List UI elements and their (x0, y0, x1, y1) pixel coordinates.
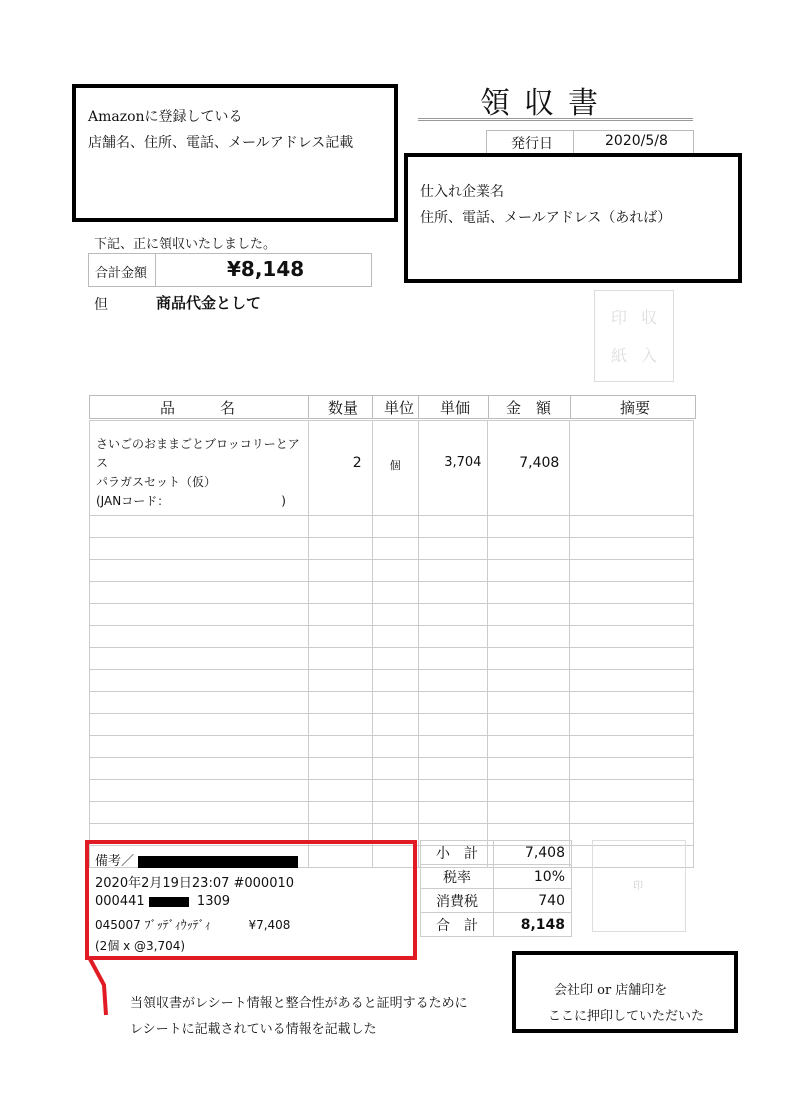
table-row (90, 560, 694, 582)
seal-char: 印 (633, 881, 643, 892)
redaction-bar (138, 856, 298, 868)
item-qty: 2 (352, 455, 362, 471)
header-name: 品 名 (160, 399, 236, 417)
header-qty: 数量 (328, 399, 359, 417)
table-row (90, 538, 694, 560)
seal-box-line-1: 会社印 or 店舗印を (554, 983, 668, 998)
memo-line-2: 2020年2月19日23:07 #000010 (95, 876, 295, 891)
buyer-line-1: 仕入れ企業名 (420, 184, 504, 200)
subtotal-value: 7,408 (494, 841, 572, 865)
item-unit: 個 (389, 459, 401, 472)
summary-table (420, 840, 572, 937)
table-row (421, 865, 572, 889)
seller-line-1: Amazonに登録している (88, 109, 243, 125)
proviso-label: 但 (94, 297, 108, 313)
stamp-char-3: 紙 (611, 346, 628, 365)
table-row (90, 626, 694, 648)
buyer-info-box (404, 153, 742, 283)
table-row (90, 421, 694, 516)
annotation-line-1: 当領収書がレシート情報と整合性があると証明するために (130, 996, 468, 1011)
grand-total-label: 合 計 (421, 913, 494, 937)
memo-line-3b: 1309 (196, 894, 231, 909)
item-amount: 7,408 (519, 455, 560, 471)
buyer-line-2: 住所、電話、メールアドレス（あれば） (420, 210, 672, 226)
issue-date-label: 発行日 (511, 136, 553, 152)
tax-rate-label: 税率 (421, 865, 494, 889)
title-underline (418, 118, 693, 121)
total-amount-box (88, 253, 372, 287)
seller-info-box (72, 84, 398, 222)
table-row (90, 582, 694, 604)
received-text: 下記、正に領収いたしました。 (94, 237, 277, 252)
memo-line-4a: 045007 ﾌﾞｯﾃﾞｨｳｯﾃﾞｨ (95, 918, 211, 932)
items-table-header (89, 395, 696, 419)
table-row (90, 758, 694, 780)
item-jan-end: ) (281, 494, 286, 508)
issue-date-value: 2020/5/8 (605, 133, 668, 149)
table-row (90, 736, 694, 758)
header-price: 単価 (440, 399, 471, 417)
issue-date-row (486, 130, 694, 154)
header-note: 摘要 (620, 399, 651, 417)
header-amount: 金 額 (506, 399, 552, 417)
redaction-bar (149, 897, 189, 907)
total-value: ¥8,148 (227, 257, 305, 281)
memo-line-5: (2個 x @3,704) (95, 939, 186, 953)
stamp-char-2: 収 (641, 308, 658, 327)
table-row (90, 516, 694, 538)
item-unit-price: 3,704 (444, 455, 482, 470)
tax-rate-value: 10% (494, 865, 572, 889)
proviso-value: 商品代金として (156, 294, 262, 312)
receipt-title: 領収書 (480, 86, 612, 121)
seller-line-2: 店舗名、住所、電話、メールアドレス記載 (88, 135, 354, 151)
subtotal-label: 小 計 (421, 841, 494, 865)
table-row (90, 692, 694, 714)
total-label: 合計金額 (95, 266, 148, 281)
item-name-line-2: パラガスセット（仮） (96, 475, 217, 489)
stamp-char-1: 印 (611, 308, 628, 327)
table-row (90, 714, 694, 736)
tax-value: 740 (494, 889, 572, 913)
item-name-line-1: さいごのおままごとブロッコリーとアス (96, 437, 300, 470)
items-table (89, 420, 694, 868)
table-row (421, 841, 572, 865)
memo-highlight-box (85, 840, 417, 960)
annotation-arrow (82, 955, 142, 1025)
table-row (90, 780, 694, 802)
grand-total-value: 8,148 (494, 913, 572, 937)
table-row (90, 604, 694, 626)
stamp-char-4: 入 (641, 346, 658, 365)
memo-line-4b: ¥7,408 (248, 918, 291, 932)
seal-area (592, 840, 686, 932)
seal-box-line-2: ここに押印していただいた (548, 1009, 705, 1024)
tax-label: 消費税 (421, 889, 494, 913)
revenue-stamp-area (594, 290, 674, 382)
table-row (421, 913, 572, 937)
memo-line-3a: 000441 (95, 894, 145, 909)
table-row (90, 670, 694, 692)
table-row (421, 889, 572, 913)
annotation-line-2: レシートに記載されている情報を記載した (130, 1022, 377, 1037)
table-row (90, 648, 694, 670)
company-seal-box (512, 951, 738, 1033)
item-jan-label: (JANコード： (96, 494, 164, 508)
memo-label: 備考／ (95, 854, 135, 869)
header-unit: 単位 (384, 399, 415, 417)
table-row (90, 802, 694, 824)
